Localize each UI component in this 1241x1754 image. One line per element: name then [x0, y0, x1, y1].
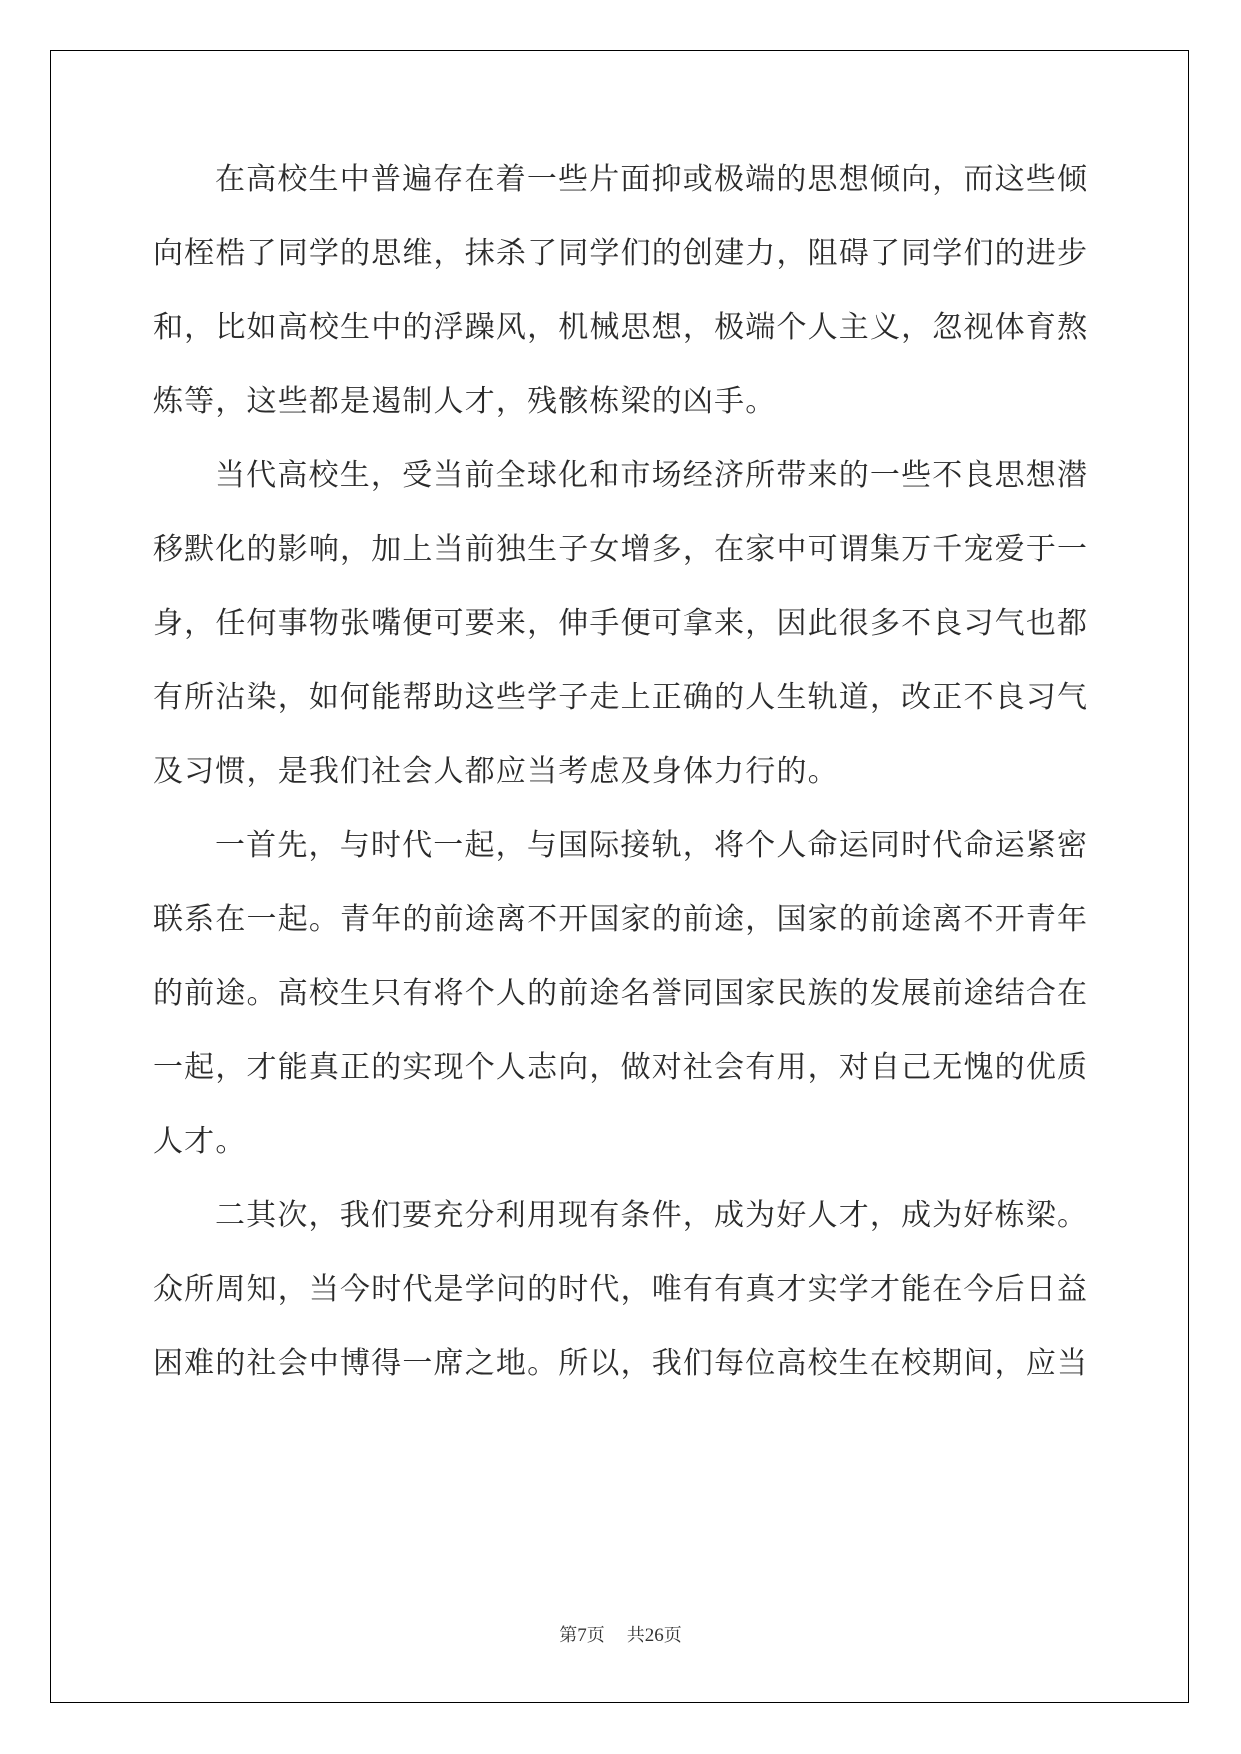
paragraph-1-line-2: 向桎梏了同学的思维，抹杀了同学们的创建力，阻碍了同学们的进步	[153, 236, 1089, 271]
paragraph-3-line-1: 一首先，与时代一起，与国际接轨，将个人命运同时代命运紧密	[215, 828, 1089, 863]
paragraph-2-line-4: 有所沾染，如何能帮助这些学子走上正确的人生轨道，改正不良习气	[153, 680, 1089, 715]
footer-page-suffix: 页	[586, 1625, 605, 1646]
footer-total-suffix: 页	[663, 1625, 682, 1646]
paragraph-3-line-5: 人才。	[153, 1124, 247, 1159]
paragraph-1-line-4: 炼等，这些都是遏制人才，残骸栋梁的凶手。	[153, 384, 777, 419]
page-border	[50, 50, 1189, 1703]
paragraph-4-line-2: 众所周知，当今时代是学问的时代，唯有有真才实学才能在今后日益	[153, 1272, 1089, 1307]
paragraph-2-line-3: 身，任何事物张嘴便可要来，伸手便可拿来，因此很多不良习气也都	[153, 606, 1089, 641]
paragraph-2-line-2: 移默化的影响，加上当前独生子女增多，在家中可谓集万千宠爱于一	[153, 532, 1089, 567]
paragraph-1-line-1: 在高校生中普遍存在着一些片面抑或极端的思想倾向，而这些倾	[215, 162, 1089, 197]
page-footer	[0, 1624, 1241, 1648]
footer-page-number: 7	[577, 1625, 587, 1646]
footer-page-prefix: 第	[559, 1625, 578, 1646]
footer-total-prefix: 共	[626, 1625, 645, 1646]
paragraph-3-line-2: 联系在一起。青年的前途离不开国家的前途，国家的前途离不开青年	[153, 902, 1089, 937]
paragraph-4-line-1: 二其次，我们要充分利用现有条件，成为好人才，成为好栋梁。	[215, 1198, 1089, 1233]
paragraph-3-line-4: 一起，才能真正的实现个人志向，做对社会有用，对自己无愧的优质	[153, 1050, 1089, 1085]
paragraph-1-line-3: 和，比如高校生中的浮躁风，机械思想，极端个人主义，忽视体育熬	[153, 310, 1089, 345]
paragraph-2-line-5: 及习惯，是我们社会人都应当考虑及身体力行的。	[153, 754, 839, 789]
paragraph-4-line-3: 困难的社会中博得一席之地。所以，我们每位高校生在校期间，应当	[153, 1346, 1089, 1381]
paragraph-2-line-1: 当代高校生，受当前全球化和市场经济所带来的一些不良思想潜	[215, 458, 1089, 493]
footer-total-number: 26	[644, 1625, 664, 1646]
paragraph-3-line-3: 的前途。高校生只有将个人的前途名誉同国家民族的发展前途结合在	[153, 976, 1089, 1011]
